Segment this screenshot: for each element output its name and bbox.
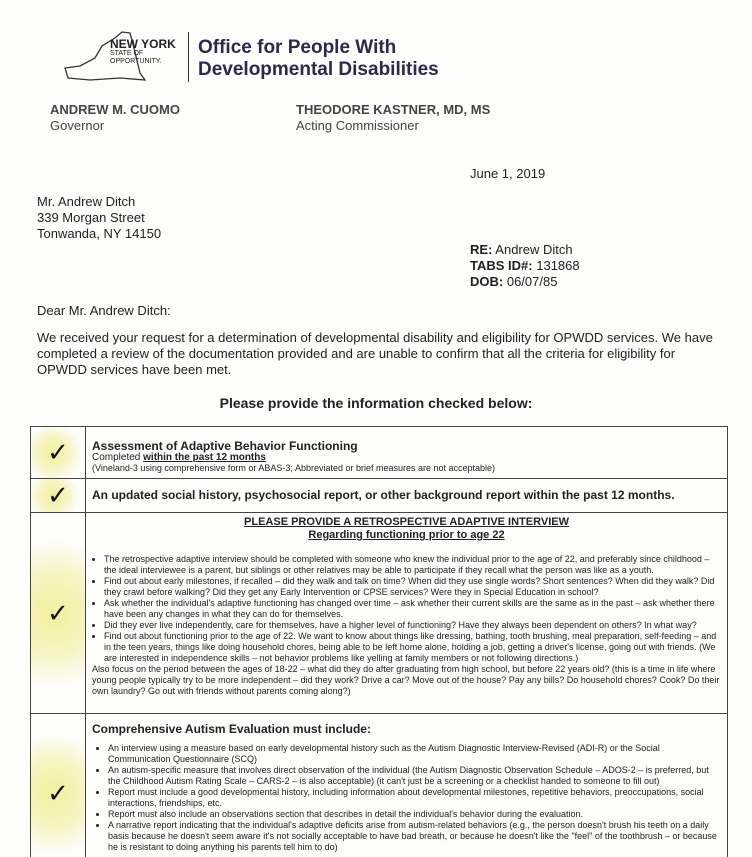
list-item: • Find out about early milestones, if recalled – did they walk and talk on time? When did they use single words? Short sentences? When did they walk? Did they crawl before walking? Did they get any Early Intervention or CPSE services? Were they in Special Education in school? xyxy=(104,576,721,598)
item-note: (Vineland-3 using comprehensive form or ABAS-3; Abbreviated or brief measures are not acceptable) xyxy=(92,463,496,473)
list-item: • Report must include a good developmental history, including information about developmental milestones, repetitive behaviors, preoccupations, social interactions, friendships, etc. xyxy=(108,787,721,809)
reference-block: RE: Andrew Ditch TABS ID#: 131868 DOB: 06/07/85 xyxy=(470,242,580,289)
list-item: • Ask whether the individual's adaptive functioning has changed over time – ask whether their current skills are the same as in the past – ask whether there have been any changes in what they can do for themselves. xyxy=(104,598,721,620)
checkmark-icon: ✓ xyxy=(31,513,86,714)
checkmark-icon: ✓ xyxy=(31,714,86,857)
list-item: • An autism-specific measure that involves direct observation of the individual (the Autism Diagnostic Observation Schedule – ADOS-2 – is preferred, but the Childhood Autism Rating Scale – CARS-2 – is also acceptable) (it can't just be a screening or a checklist handed to someone to fill out) xyxy=(108,765,721,787)
item-title: Assessment of Adaptive Behavior Functioning xyxy=(92,439,358,453)
list-item: • Find out about functioning prior to the age of 22. We want to know about things like dressing, bathing, tooth brushing, meal preparation, self-feeding – and in the teen years, things like doing household chores, being able to be left home alone, holding a job, getting a driver's license, going out with friends. (We are interested in independence skills – not behavior problems like yelling at family members or not following directions.) xyxy=(104,631,721,664)
item-sub: Completed xyxy=(92,452,144,463)
item-footer: Also focus on the period between the ages of 18-22 – what did they do after graduating from high school, but before 22 years old? (this is a time in life where young people typically try to be more independent – did they work? Drive a car? Move out of the house? Pay any bills? Do household chores? Cook? Do their own laundry? Go out with friends without parents coming along?) xyxy=(92,664,720,696)
agency-name: Office for People With Developmental Disabilities xyxy=(198,37,439,80)
item-title: An updated social history, psychosocial report, or other background report within the past 12 months. xyxy=(92,488,675,502)
item-title: PLEASE PROVIDE A RETROSPECTIVE ADAPTIVE INTERVIEW xyxy=(244,516,569,528)
governor-title: Governor xyxy=(50,118,105,133)
item-sub-bold: within the past 12 months xyxy=(143,452,266,463)
table-row xyxy=(31,479,728,513)
list-item: • An interview using a measure based on early developmental history such as the Autism Diagnostic Interview-Revised (ADI-R) or the Social Communication Questionnaire (SCQ) xyxy=(108,743,721,765)
list-item: • Did they ever live independently, care for themselves, have a higher level of functioning? Have they always been dependent on others? In what way? xyxy=(104,620,721,631)
logo-text: NEW YORK STATE OF OPPORTUNITY. xyxy=(110,37,176,65)
recipient-address: Mr. Andrew Ditch 339 Morgan Street Tonwanda, NY 14150 xyxy=(37,194,162,241)
checkmark-icon: ✓ xyxy=(31,427,86,479)
list-item: • A narrative report indicating that the individual's adaptive deficits arise from autism-related behaviors (e.g., the person doesn't brush his teeth on a daily basis because he doesn't seem aware it's not socially acceptable to have bad breath, or because he doesn't like the "feel" of the toothbrush – or because he is resistant to doing anything his parents tell him to do) xyxy=(108,820,721,853)
commissioner-name: THEODORE KASTNER, MD, MS xyxy=(296,102,491,117)
instruction-heading: Please provide the information checked below: xyxy=(219,395,533,411)
list-item: • The retrospective adaptive interview should be completed with someone who knew the individual prior to the age of 22, and preferably since childhood – the ideal interviewee is a parent, but siblings or other relatives may be able to participate if they recall what the person was like as a youth. xyxy=(104,554,721,576)
intro-paragraph: We received your request for a determination of developmental disability and eligibility for OPWDD services. We have completed a review of the documentation provided and are unable to confirm that all the criteria for eligibility for OPWDD services have been met. xyxy=(37,330,713,377)
table-row xyxy=(31,427,728,479)
logo-divider xyxy=(188,32,189,82)
table-row xyxy=(31,714,728,857)
table-row xyxy=(31,513,728,714)
item-title: Comprehensive Autism Evaluation must include: xyxy=(92,722,371,736)
item-subtitle: Regarding functioning prior to age 22 xyxy=(308,529,505,541)
list-item: • Report must also include an observations section that describes in detail the individual's behavior during the evaluation. xyxy=(108,809,721,820)
governor-name: ANDREW M. CUOMO xyxy=(50,102,180,117)
salutation: Dear Mr. Andrew Ditch: xyxy=(37,303,171,318)
letter-date: June 1, 2019 xyxy=(470,166,546,181)
commissioner-title: Acting Commissioner xyxy=(296,118,419,133)
checklist-table xyxy=(30,426,728,857)
checkmark-icon: ✓ xyxy=(31,479,86,513)
